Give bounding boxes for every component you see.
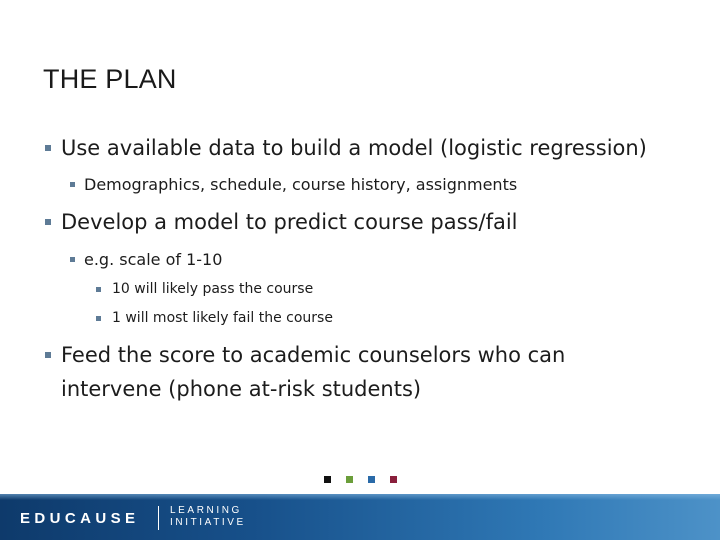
bullet-1-text: Use available data to build a model (logistic regression)	[61, 136, 647, 160]
footer-banner	[0, 494, 720, 540]
bullet-2-1-text: e.g. scale of 1-10	[84, 250, 223, 269]
black-square-icon	[324, 476, 331, 483]
square-bullet-icon	[45, 352, 51, 358]
slide-title: THE PLAN	[43, 64, 177, 94]
bullet-3-text-line-1: Feed the score to academic counselors who can	[61, 343, 566, 367]
bullet-2-1-1	[112, 281, 313, 297]
bullet-3-text-line-2: intervene (phone at-risk students)	[61, 377, 422, 401]
bullet-3-continuation	[61, 377, 421, 401]
bullet-2-1	[84, 250, 222, 269]
bullet-2-1-2-text: 1 will most likely fail the course	[112, 310, 333, 326]
bullet-2-text: Develop a model to predict course pass/fail	[61, 210, 518, 234]
bullet-3	[61, 343, 565, 367]
green-square-icon	[346, 476, 353, 483]
logo-line-initiative: INITIATIVE	[170, 517, 246, 528]
learning-initiative-logo	[170, 505, 246, 529]
bullet-1-1-text: Demographics, schedule, course history, assignments	[84, 175, 518, 194]
square-bullet-icon	[96, 316, 101, 321]
educause-logo-text: EDUCAUSE	[20, 510, 140, 527]
bullet-1-1	[84, 175, 517, 194]
logo-line-learning: LEARNING	[170, 505, 242, 516]
blue-square-icon	[368, 476, 375, 483]
square-bullet-icon	[96, 287, 101, 292]
bullet-2-1-2	[112, 310, 333, 326]
bullet-1	[61, 136, 647, 160]
square-bullet-icon	[45, 219, 51, 225]
logo-divider	[158, 506, 159, 530]
bullet-2	[61, 210, 518, 234]
square-bullet-icon	[70, 182, 75, 187]
square-bullet-icon	[45, 145, 51, 151]
square-bullet-icon	[70, 257, 75, 262]
maroon-square-icon	[390, 476, 397, 483]
bullet-2-1-1-text: 10 will likely pass the course	[112, 281, 314, 297]
